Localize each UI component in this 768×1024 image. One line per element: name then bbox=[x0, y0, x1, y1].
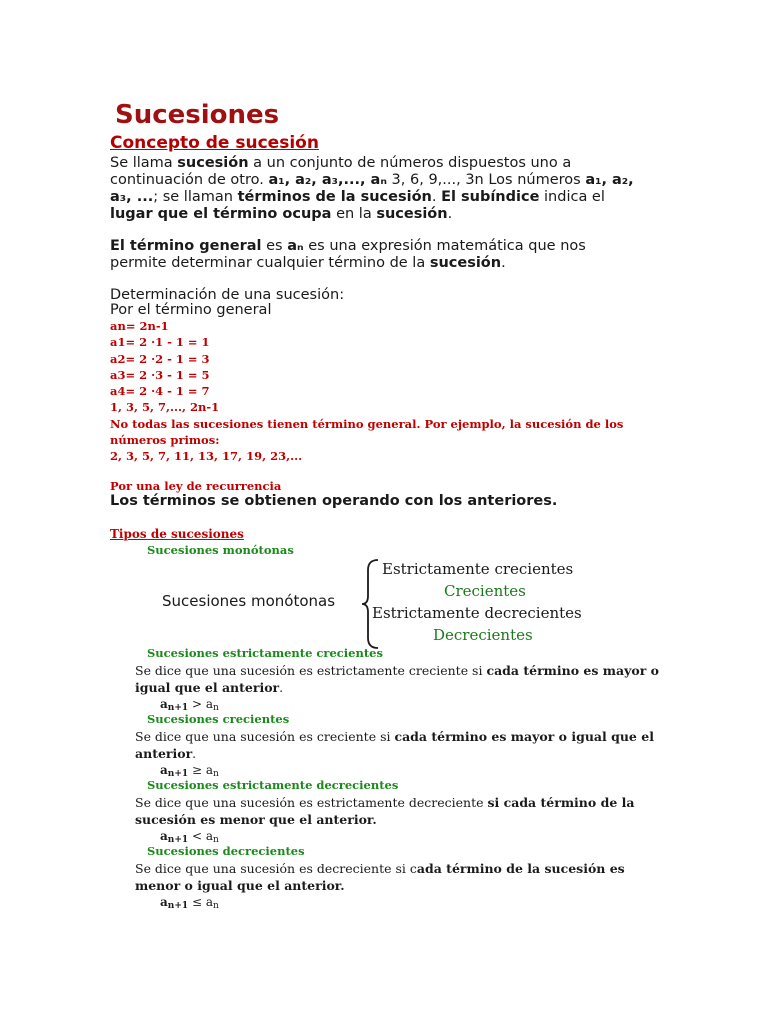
diagram-item-estrictamente-decrecientes: Estrictamente decrecientes bbox=[372, 604, 582, 622]
formula-subscript: n bbox=[212, 901, 219, 911]
tipos-heading: Tipos de sucesiones bbox=[110, 527, 244, 541]
bold-text: sucesión bbox=[177, 155, 249, 171]
formula bbox=[160, 895, 219, 911]
text: . bbox=[192, 746, 197, 761]
determinacion-heading: Determinación de una sucesión: bbox=[110, 287, 345, 303]
bold-text: sucesión bbox=[429, 255, 502, 271]
concepto-paragraph-line-4 bbox=[110, 206, 452, 223]
text: 3, 6, 9,..., 3n Los números bbox=[386, 172, 586, 188]
bold-text: sucesión bbox=[376, 206, 448, 222]
formula-subscript: n+1 bbox=[167, 835, 189, 845]
section-description-line-1 bbox=[135, 860, 625, 877]
text: es una expresión matemática que nos bbox=[303, 238, 586, 254]
formula-line: a1= 2 ·1 - 1 = 1 bbox=[110, 335, 210, 350]
section-heading: Sucesiones decrecientes bbox=[147, 844, 305, 858]
bold-text: El subíndice bbox=[441, 189, 540, 205]
text: es bbox=[261, 238, 288, 254]
bold-text: lugar que el término ocupa bbox=[110, 206, 332, 222]
text: en la bbox=[331, 206, 377, 222]
formula-line: a2= 2 ·2 - 1 = 3 bbox=[110, 351, 210, 366]
text: Se dice que una sucesión es estrictamente creciente si bbox=[135, 663, 487, 678]
text: Se dice que una sucesión es estrictamente decreciente bbox=[135, 795, 488, 810]
text: . bbox=[447, 206, 453, 222]
text: a un conjunto de números dispuestos uno a bbox=[248, 155, 572, 171]
formula-subscript: n+1 bbox=[167, 901, 189, 911]
formula-part: a bbox=[160, 697, 168, 711]
formula bbox=[160, 763, 219, 779]
text: permite determinar cualquier término de la bbox=[110, 255, 430, 271]
formula-part: ≥ a bbox=[188, 763, 213, 777]
page-title: Sucesiones bbox=[115, 100, 280, 130]
section-description-line-2 bbox=[135, 745, 196, 762]
formula-subscript: n+1 bbox=[167, 769, 189, 779]
diagram-item-estrictamente-crecientes: Estrictamente crecientes bbox=[382, 560, 574, 578]
bold-text: términos de la sucesión bbox=[237, 189, 432, 205]
text: Se llama bbox=[110, 155, 178, 171]
text: continuación de otro. bbox=[110, 172, 269, 188]
formula-part: a bbox=[160, 763, 168, 777]
text: ; se llaman bbox=[153, 189, 238, 205]
bold-text: cada término es mayor o igual que el bbox=[394, 729, 654, 744]
section-description-line-2 bbox=[135, 679, 283, 696]
diagram-item-decrecientes: Decrecientes bbox=[433, 626, 533, 644]
section-description-line-2 bbox=[135, 877, 345, 894]
formula bbox=[160, 697, 219, 713]
text: Se dice que una sucesión es decreciente si c bbox=[135, 861, 417, 876]
formula-line: a3= 2 ·3 - 1 = 5 bbox=[110, 367, 210, 382]
formula-part: a bbox=[160, 829, 168, 843]
bold-text: ada término de la sucesión es bbox=[416, 861, 625, 876]
text: indica el bbox=[539, 189, 605, 205]
bold-text: El término general bbox=[110, 238, 262, 254]
section-description-line-1 bbox=[135, 662, 659, 679]
bold-text: cada término es mayor o bbox=[486, 663, 659, 678]
formula-subscript: n bbox=[212, 703, 219, 713]
bold-text: igual que el anterior bbox=[135, 680, 280, 695]
formula bbox=[160, 829, 219, 845]
formula-part: > a bbox=[188, 697, 213, 711]
text: . bbox=[279, 680, 284, 695]
section-heading-concepto: Concepto de sucesión bbox=[110, 133, 319, 153]
formula-subscript: n+1 bbox=[167, 703, 189, 713]
por-recurrencia: Por una ley de recurrencia bbox=[110, 479, 282, 493]
bold-text: a₁, a₂, bbox=[585, 172, 634, 188]
section-heading: Sucesiones crecientes bbox=[147, 712, 290, 726]
formula-subscript: n bbox=[212, 835, 219, 845]
primes-line: 2, 3, 5, 7, 11, 13, 17, 19, 23,... bbox=[110, 449, 303, 464]
section-description-line-1 bbox=[135, 728, 654, 745]
text: . bbox=[431, 189, 442, 205]
concepto-paragraph-line-1 bbox=[110, 155, 571, 172]
determinacion-lines bbox=[110, 318, 623, 465]
recurrencia-text: Los términos se obtienen operando con los anteriores. bbox=[110, 493, 558, 509]
section-heading: Sucesiones estrictamente decrecientes bbox=[147, 778, 399, 792]
section-description-line-2 bbox=[135, 811, 377, 828]
formula-part: < a bbox=[188, 829, 213, 843]
bold-text: aₙ bbox=[287, 238, 304, 254]
bold-text: a₃, ... bbox=[110, 189, 154, 205]
bold-text: anterior bbox=[135, 746, 193, 761]
diagram-item-crecientes: Crecientes bbox=[444, 582, 526, 600]
formula-line: an= 2n-1 bbox=[110, 319, 169, 333]
concepto-paragraph-line-3 bbox=[110, 189, 605, 206]
bold-text: menor o igual que el anterior. bbox=[135, 878, 345, 893]
text: Se dice que una sucesión es creciente si bbox=[135, 729, 395, 744]
concepto-paragraph-line-2 bbox=[110, 172, 634, 189]
monotonas-label: Sucesiones monótonas bbox=[147, 543, 294, 557]
diagram-left-label: Sucesiones monótonas bbox=[162, 592, 336, 610]
por-termino-general: Por el término general bbox=[110, 302, 272, 318]
termino-general-line-2 bbox=[110, 255, 506, 272]
formula-line: a4= 2 ·4 - 1 = 7 bbox=[110, 384, 210, 399]
termino-general-line-1 bbox=[110, 238, 586, 255]
formula-part: ≤ a bbox=[188, 895, 213, 909]
section-heading: Sucesiones estrictamente crecientes bbox=[147, 646, 383, 660]
formula-subscript: n bbox=[212, 769, 219, 779]
formula-part: a bbox=[160, 895, 168, 909]
note-line: No todas las sucesiones tienen término general. Por ejemplo, la sucesión de los bbox=[110, 416, 624, 431]
formula-line: 1, 3, 5, 7,..., 2n-1 bbox=[110, 400, 220, 415]
section-description-line-1 bbox=[135, 794, 634, 811]
bold-text: si cada término de la bbox=[487, 795, 635, 810]
note-line: números primos: bbox=[110, 433, 220, 448]
text: . bbox=[501, 255, 506, 271]
bold-text: a₁, a₂, a₃,..., aₙ bbox=[268, 172, 387, 188]
bold-text: sucesión es menor que el anterior. bbox=[135, 812, 377, 827]
